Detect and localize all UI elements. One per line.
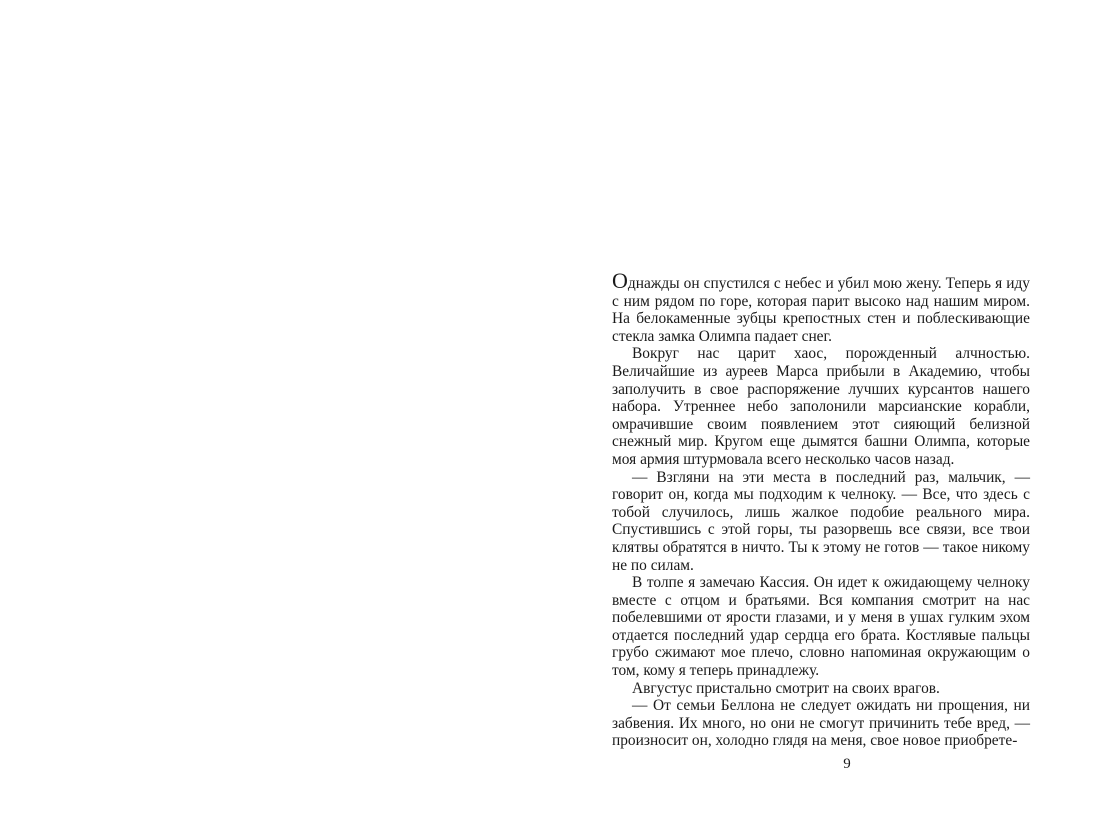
drop-cap-letter: О: [612, 268, 628, 293]
right-page: [550, 0, 1100, 825]
page-text: [612, 268, 1030, 750]
paragraph-1-text: днажды он спустился с небес и убил мою жену. Теперь я иду с ним рядом по горе, которая парит высоко над нашим миром. На белокаменные зубцы крепостных стен и поблескивающие стекла замка Олимпа падает снег.: [612, 275, 1030, 345]
paragraph-3: — Взгляни на эти места в последний раз, мальчик, — говорит он, когда мы подходим к челноку. — Все, что здесь с тобой случилось, лишь жалкое подобие реального мира. Спустившись с этой горы, ты разорвешь все связи, все твои клятвы обратятся в ничто. Ты к этому не готов — такое никому не по силам.: [612, 468, 1030, 574]
paragraph-6: — От семьи Беллона не следует ожидать ни прощения, ни забвения. Их много, но они не смогут причинить тебе вред, — произносит он, холодно глядя на меня, свое новое приобрете-: [612, 697, 1030, 750]
page-number: [550, 756, 1100, 773]
page-number-text: 9: [843, 756, 851, 772]
paragraph-2: Вокруг нас царит хаос, порожденный алчностью. Величайшие из ауреев Марса прибыли в Академию, чтобы заполучить в свое распоряжение лучших курсантов нашего набора. Утреннее небо заполонили марсианские корабли, омрачившие своим появлением этот сияющий белизной снежный мир. Кругом еще дымятся башни Олимпа, которые моя армия штурмовала всего несколько часов назад.: [612, 345, 1030, 468]
paragraph-5: Августус пристально смотрит на своих врагов.: [632, 679, 940, 697]
paragraph-4: В толпе я замечаю Кассия. Он идет к ожидающему челноку вместе с отцом и братьями. Вся компания смотрит на нас побелевшими от ярости глазами, и у меня в ушах гулким эхом отдается последний удар сердца его брата. Костлявые пальцы грубо сжимают мое плечо, словно напоминая окружающим о том, кому я теперь принадлежу.: [612, 574, 1030, 680]
paragraph-1: [612, 268, 1030, 345]
